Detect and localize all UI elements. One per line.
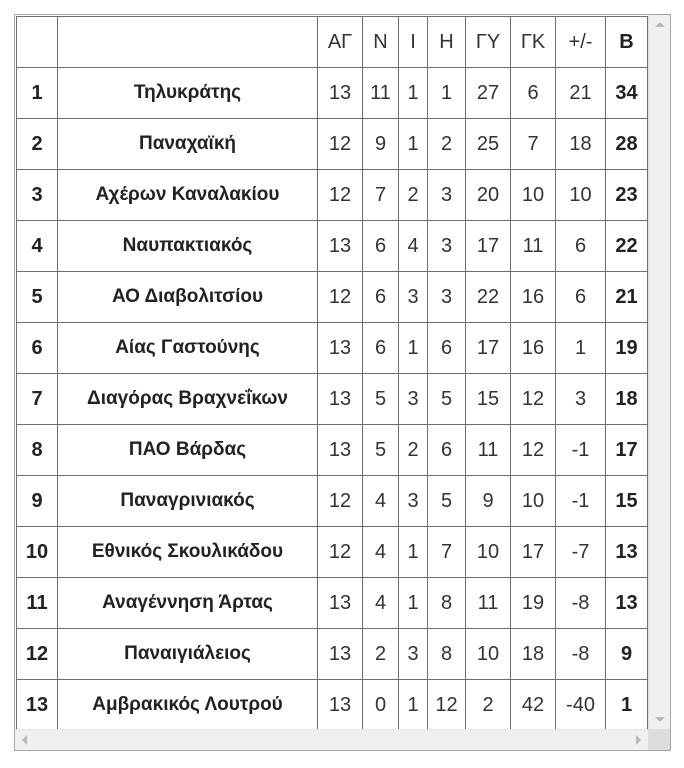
losses-cell: 1	[428, 68, 466, 119]
rank-cell: 9	[17, 476, 58, 527]
rank-cell: 1	[17, 68, 58, 119]
goals-against-cell: 17	[511, 527, 556, 578]
points-cell: 17	[606, 425, 648, 476]
goals-for-cell: 11	[466, 425, 511, 476]
goals-against-cell: 18	[511, 629, 556, 680]
draws-cell: 1	[399, 680, 428, 731]
losses-cell: 8	[428, 629, 466, 680]
header-goal-diff: +/-	[556, 17, 606, 68]
goals-for-cell: 25	[466, 119, 511, 170]
rank-cell: 3	[17, 170, 58, 221]
table-row	[17, 578, 648, 629]
goals-against-cell: 6	[511, 68, 556, 119]
losses-cell: 3	[428, 170, 466, 221]
goals-against-cell: 10	[511, 476, 556, 527]
losses-cell: 6	[428, 425, 466, 476]
played-cell: 13	[318, 221, 363, 272]
losses-cell: 7	[428, 527, 466, 578]
wins-cell: 4	[363, 578, 399, 629]
wins-cell: 0	[363, 680, 399, 731]
losses-cell: 3	[428, 221, 466, 272]
table-viewport	[16, 16, 648, 730]
played-cell: 12	[318, 527, 363, 578]
header-points: Β	[606, 17, 648, 68]
goal-diff-cell: 6	[556, 272, 606, 323]
standings-table	[16, 16, 648, 730]
table-row	[17, 476, 648, 527]
goal-diff-cell: -40	[556, 680, 606, 731]
header-losses: Η	[428, 17, 466, 68]
team-cell: Τηλυκράτης	[58, 68, 318, 119]
vertical-scrollbar[interactable]	[648, 15, 670, 729]
rank-cell: 7	[17, 374, 58, 425]
rank-cell: 11	[17, 578, 58, 629]
played-cell: 13	[318, 629, 363, 680]
goals-for-cell: 17	[466, 221, 511, 272]
goal-diff-cell: 18	[556, 119, 606, 170]
team-cell: Αχέρων Καναλακίου	[58, 170, 318, 221]
rank-cell: 12	[17, 629, 58, 680]
played-cell: 12	[318, 119, 363, 170]
team-cell: Εθνικός Σκουλικάδου	[58, 527, 318, 578]
table-row	[17, 680, 648, 731]
goals-against-cell: 16	[511, 323, 556, 374]
goal-diff-cell: -1	[556, 476, 606, 527]
rank-cell: 10	[17, 527, 58, 578]
losses-cell: 6	[428, 323, 466, 374]
table-row	[17, 221, 648, 272]
goals-for-cell: 15	[466, 374, 511, 425]
played-cell: 13	[318, 425, 363, 476]
draws-cell: 3	[399, 629, 428, 680]
goal-diff-cell: 21	[556, 68, 606, 119]
header-goals-for: ΓΥ	[466, 17, 511, 68]
header-row	[17, 17, 648, 68]
goal-diff-cell: 3	[556, 374, 606, 425]
goal-diff-cell: 10	[556, 170, 606, 221]
goals-for-cell: 17	[466, 323, 511, 374]
goals-against-cell: 19	[511, 578, 556, 629]
table-row	[17, 272, 648, 323]
rank-cell: 6	[17, 323, 58, 374]
played-cell: 12	[318, 476, 363, 527]
goal-diff-cell: -7	[556, 527, 606, 578]
goals-for-cell: 2	[466, 680, 511, 731]
wins-cell: 2	[363, 629, 399, 680]
table-row	[17, 119, 648, 170]
goals-against-cell: 42	[511, 680, 556, 731]
header-goals-against: ΓΚ	[511, 17, 556, 68]
goals-against-cell: 10	[511, 170, 556, 221]
goals-for-cell: 20	[466, 170, 511, 221]
losses-cell: 5	[428, 476, 466, 527]
team-cell: Αμβρακικός Λουτρού	[58, 680, 318, 731]
goals-against-cell: 16	[511, 272, 556, 323]
team-cell: Παναχαϊκή	[58, 119, 318, 170]
goals-for-cell: 11	[466, 578, 511, 629]
header-rank	[17, 17, 58, 68]
draws-cell: 1	[399, 68, 428, 119]
rank-cell: 5	[17, 272, 58, 323]
points-cell: 34	[606, 68, 648, 119]
standings-scroll-container[interactable]	[14, 14, 671, 751]
wins-cell: 5	[363, 425, 399, 476]
wins-cell: 7	[363, 170, 399, 221]
played-cell: 12	[318, 272, 363, 323]
scroll-left-icon[interactable]	[22, 735, 27, 745]
goals-for-cell: 9	[466, 476, 511, 527]
points-cell: 23	[606, 170, 648, 221]
played-cell: 13	[318, 578, 363, 629]
goals-for-cell: 10	[466, 527, 511, 578]
draws-cell: 1	[399, 578, 428, 629]
team-cell: Αίας Γαστούνης	[58, 323, 318, 374]
goal-diff-cell: 6	[556, 221, 606, 272]
rank-cell: 8	[17, 425, 58, 476]
draws-cell: 2	[399, 170, 428, 221]
goal-diff-cell: 1	[556, 323, 606, 374]
rank-cell: 2	[17, 119, 58, 170]
wins-cell: 11	[363, 68, 399, 119]
points-cell: 28	[606, 119, 648, 170]
played-cell: 13	[318, 68, 363, 119]
wins-cell: 6	[363, 272, 399, 323]
goals-for-cell: 10	[466, 629, 511, 680]
points-cell: 1	[606, 680, 648, 731]
scrollbar-corner	[648, 729, 670, 750]
draws-cell: 2	[399, 425, 428, 476]
wins-cell: 9	[363, 119, 399, 170]
goals-for-cell: 27	[466, 68, 511, 119]
team-cell: Παναιγιάλειος	[58, 629, 318, 680]
goal-diff-cell: -8	[556, 629, 606, 680]
points-cell: 15	[606, 476, 648, 527]
table-row	[17, 629, 648, 680]
draws-cell: 1	[399, 119, 428, 170]
played-cell: 13	[318, 680, 363, 731]
draws-cell: 4	[399, 221, 428, 272]
wins-cell: 5	[363, 374, 399, 425]
team-cell: Αναγέννηση Άρτας	[58, 578, 318, 629]
goals-against-cell: 12	[511, 425, 556, 476]
losses-cell: 8	[428, 578, 466, 629]
losses-cell: 5	[428, 374, 466, 425]
header-team	[58, 17, 318, 68]
played-cell: 13	[318, 374, 363, 425]
horizontal-scrollbar[interactable]	[15, 729, 648, 750]
draws-cell: 1	[399, 527, 428, 578]
table-row	[17, 170, 648, 221]
losses-cell: 3	[428, 272, 466, 323]
team-cell: Ναυπακτιακός	[58, 221, 318, 272]
scroll-right-icon[interactable]	[636, 735, 641, 745]
goals-against-cell: 7	[511, 119, 556, 170]
table-row	[17, 374, 648, 425]
goal-diff-cell: -1	[556, 425, 606, 476]
rank-cell: 13	[17, 680, 58, 731]
header-played: ΑΓ	[318, 17, 363, 68]
table-row	[17, 527, 648, 578]
team-cell: Παναγρινιακός	[58, 476, 318, 527]
draws-cell: 3	[399, 476, 428, 527]
team-cell: ΠΑΟ Βάρδας	[58, 425, 318, 476]
wins-cell: 4	[363, 476, 399, 527]
points-cell: 19	[606, 323, 648, 374]
losses-cell: 12	[428, 680, 466, 731]
table-row	[17, 425, 648, 476]
goals-against-cell: 11	[511, 221, 556, 272]
team-cell: ΑΟ Διαβολιτσίου	[58, 272, 318, 323]
points-cell: 9	[606, 629, 648, 680]
team-cell: Διαγόρας Βραχνεΐκων	[58, 374, 318, 425]
table-row	[17, 68, 648, 119]
wins-cell: 4	[363, 527, 399, 578]
played-cell: 12	[318, 170, 363, 221]
points-cell: 22	[606, 221, 648, 272]
scroll-up-icon[interactable]	[655, 22, 665, 27]
goals-for-cell: 22	[466, 272, 511, 323]
losses-cell: 2	[428, 119, 466, 170]
played-cell: 13	[318, 323, 363, 374]
header-draws: Ι	[399, 17, 428, 68]
draws-cell: 3	[399, 272, 428, 323]
wins-cell: 6	[363, 221, 399, 272]
goal-diff-cell: -8	[556, 578, 606, 629]
points-cell: 13	[606, 527, 648, 578]
rank-cell: 4	[17, 221, 58, 272]
scroll-down-icon[interactable]	[655, 717, 665, 722]
table-row	[17, 323, 648, 374]
wins-cell: 6	[363, 323, 399, 374]
points-cell: 21	[606, 272, 648, 323]
draws-cell: 1	[399, 323, 428, 374]
draws-cell: 3	[399, 374, 428, 425]
header-wins: Ν	[363, 17, 399, 68]
points-cell: 18	[606, 374, 648, 425]
points-cell: 13	[606, 578, 648, 629]
goals-against-cell: 12	[511, 374, 556, 425]
